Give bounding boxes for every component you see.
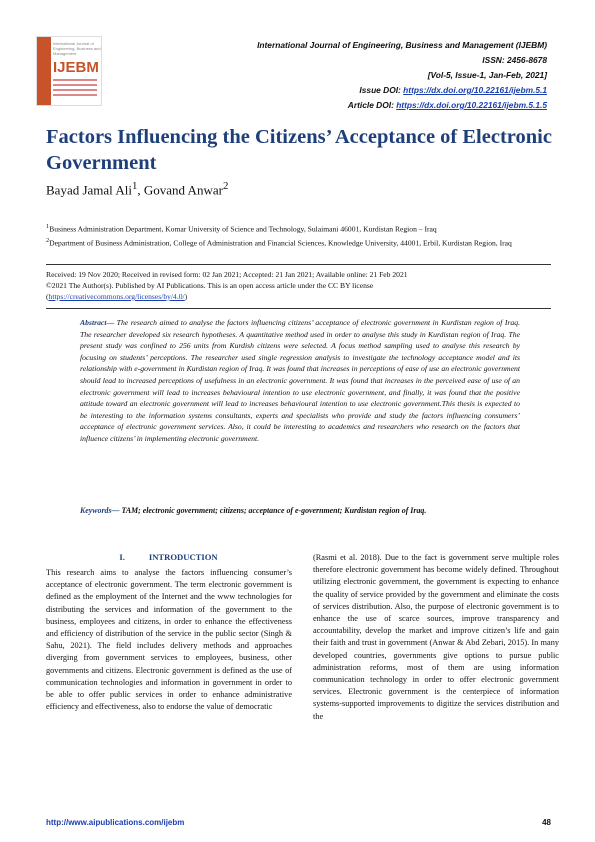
journal-logo <box>36 36 102 106</box>
divider-bottom <box>46 308 551 309</box>
journal-name: International Journal of Engineering, Business and Management (IJEBM) <box>257 40 547 50</box>
article-doi-link[interactable]: https://dx.doi.org/10.22161/ijebm.5.1.5 <box>396 100 547 110</box>
footer-url[interactable]: http://www.aipublications.com/ijebm <box>46 818 185 827</box>
keywords <box>80 505 520 517</box>
journal-volume: [Vol-5, Issue-1, Jan-Feb, 2021] <box>427 70 547 80</box>
author-1: Bayad Jamal Ali <box>46 182 132 198</box>
dates-line: Received: 19 Nov 2020; Received in revised form: 02 Jan 2021; Accepted: 21 Jan 2021; Available online: 21 Feb 2021 <box>46 270 408 279</box>
issue-doi-link[interactable]: https://dx.doi.org/10.22161/ijebm.5.1 <box>403 85 547 95</box>
author-1-sup: 1 <box>131 180 138 192</box>
authors <box>46 180 228 198</box>
journal-issn: ISSN: 2456-8678 <box>482 55 547 65</box>
affiliation-1-sup: 1 <box>46 223 50 230</box>
keywords-label: Keywords— <box>80 506 120 515</box>
affiliation-1-text: Business Administration Department, Komar University of Science and Technology, Sulaimani 46001, Kurdistan Region – Iraq <box>49 224 437 234</box>
abstract <box>80 317 520 445</box>
abstract-text: The research aimed to analyse the factors influencing citizens’ acceptance of electronic government in Kurdistan region of Iraq. The researcher developed six research hypotheses. A quantitative method used in order to analyse this study in Kurdistan region of Iraq. The present study was confined to 256 units from Kurdish citizens were selected. A focus method sampling used to analyse this research by focusing on students’ perceptions. The researcher used single regression analysis to investigate the technology acceptance model and its relationship with e-government in Kurdistan region of Iraq. It was found that increases in perceptions of ease of use an electronic government should lead to increased perceptions of usefulness in an electronic government. It was found that increases in the perceived ease of use of an electronic government will lead to increases behavioural intention to use electronic government, and finally, it was found that the positive attitude toward an electronic government will lead to increases behavioural intention to use electronic government.This thesis is expected to be interesting to the information systems consultants, experts and specialists who provide and study the factors influencing consumers’ acceptance of electronic government services. Also, it could be interesting to academics and researchers who research on the factors that influence citizens’ in implementing electronic government. <box>80 318 520 443</box>
abstract-label: Abstract— <box>80 318 115 327</box>
affiliation-2 <box>46 235 551 249</box>
section-heading <box>46 552 291 562</box>
divider-top <box>46 264 551 265</box>
section-number: I. <box>119 552 125 562</box>
footer <box>46 818 551 827</box>
logo-top-text: International Journal of Engineering, Business and Management <box>53 41 101 56</box>
issue-doi-label: Issue DOI: <box>359 85 401 95</box>
body-right-column: (Rasmi et al. 2018). Due to the fact is government serve multiple roles therefore electronic government has become widely defined. Throughout utilizing electronic government, the government is expecting to enhance the quality of service provided by the government and eliminate the costs of services distribution. Also, the purpose of electronic government is to enhance the use of scarce sources, improve transparency and accountability, develop the market and improve citizen’s life and gain their faith and trust in government (Anwar & Abd Zebari, 2015). In many developed countries, governments give options to pursue public administration reforms, most of them are using information communication technology in order to offer electronic government services. Electronic government is the centerpiece of information systems-supported improvements to digitize the services distribution and the <box>313 553 559 721</box>
journal-info <box>257 38 547 113</box>
article-doi-label: Article DOI: <box>347 100 394 110</box>
affiliation-1 <box>46 221 551 235</box>
author-2-sup: 2 <box>222 180 229 192</box>
affiliation-2-sup: 2 <box>46 236 50 244</box>
logo-lines <box>53 79 97 99</box>
license-line: ©2021 The Author(s). Published by AI Publications. This is an open access article under the CC BY license <box>46 281 374 290</box>
logo-abbrev: IJEBM <box>53 59 99 76</box>
section-title: INTRODUCTION <box>148 552 218 562</box>
affiliation-2-text: Department of Business Administration, College of Administration and Financial Sciences, Knowledge University, 44001, Erbil, Kurdistan Region, Iraq <box>49 238 512 248</box>
license-link[interactable]: https://creativecommons.org/licenses/by/4.0/ <box>48 292 185 301</box>
affiliations <box>46 221 551 248</box>
paper-title: Factors Influencing the Citizens’ Acceptance of Electronic Government <box>46 126 552 174</box>
author-2: , Govand Anwar <box>137 182 223 198</box>
license-url-line: (https://creativecommons.org/licenses/by/4.0/) <box>46 292 188 301</box>
logo-stripe <box>37 37 51 105</box>
dates-block <box>46 269 551 302</box>
keywords-text: TAM; electronic government; citizens; acceptance of e-government; Kurdistan region of Iraq. <box>119 506 427 515</box>
body-left-column: This research aims to analyse the factors influencing consumer’s acceptance of electronic government. The term electronic government is defined as the employment of the Internet and the www technologies for distributing the services and information of the government to the business, employees and citizens, in order to enhance the effectiveness and efficiency of distribution of the service in the public sector (Singh & Sahu, 2021). The field includes delivery methods and approaches diverging from government services to employees, business, other governments and citizens. Electronic government is defined as the use of communication technologies and information in government in order to be able to offer public services in order to enhance administrative efficiency and effectiveness, also to endorse the value of democratic <box>46 568 292 712</box>
page-number: 48 <box>542 818 551 827</box>
